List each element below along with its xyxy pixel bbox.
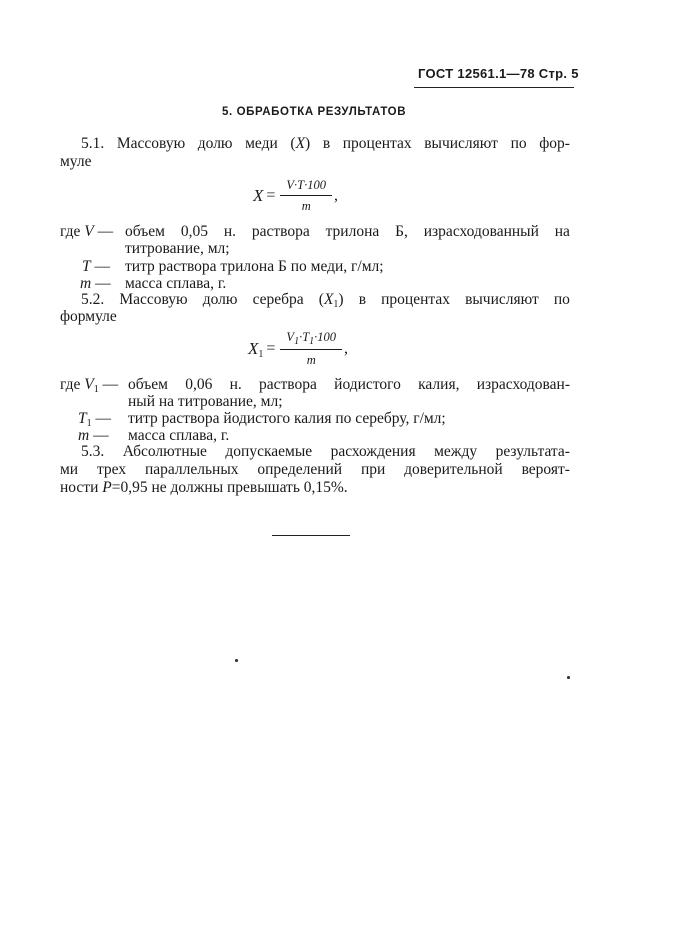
paragraph-5-3-line-2: ми трех параллельных определений при доверительной вероят- (60, 461, 570, 478)
formula-2-fraction (280, 330, 342, 368)
where-2-text-3: масса сплава, г. (128, 427, 230, 444)
paragraph-5-2-line-1: 5.2. Массовую долю серебра $(X_1)$ в процентах вычисляют по (81, 291, 570, 310)
formula-2-comma: , (344, 340, 349, 357)
where-1-text-2: титр раствора трилона Б по меди, г/мл; (125, 258, 384, 275)
paragraph-5-2-line-2: формуле (60, 308, 117, 325)
where-2-sym-2: $T_1$ — (78, 410, 111, 429)
where-2-text-0: объем 0,06 н. раствора йодистого калия, израсходован- (128, 376, 570, 393)
formula-2-denominator: m (306, 353, 316, 367)
formula-denominator: m (301, 199, 311, 213)
page-header: ГОСТ 12561.1—78 Стр. 5 (418, 66, 579, 81)
speck-2 (567, 676, 570, 679)
formula-copper (253, 178, 338, 214)
where-1-text-3: масса сплава, г. (125, 275, 227, 292)
where-2-text-2: титр раствора йодистого калия по серебру, г/мл; (128, 410, 446, 427)
formula-numerator: V·T·100 (280, 178, 332, 196)
where-2-text-1: ный на титрование, мл; (128, 393, 283, 410)
where-2-sym-3: m — (78, 427, 109, 444)
where-1-sym-2: T — (82, 258, 110, 275)
paragraph-5-1-line-2: муле (60, 153, 92, 170)
section-title: 5. ОБРАБОТКА РЕЗУЛЬТАТОВ (222, 106, 407, 118)
formula-2-numerator: $V_1\cdot T_1\cdot 100$ (280, 330, 342, 350)
speck-1 (235, 659, 238, 662)
header-rule (414, 87, 574, 88)
formula-comma: , (334, 187, 339, 204)
formula-lhs: X (253, 186, 264, 205)
formula-2-equals: = (266, 340, 276, 357)
where-2-sym-0: где $V_1$ — (60, 376, 119, 395)
paragraph-5-3-line-3: ности P=0,95 не должны превышать 0,15%. (60, 479, 348, 496)
paragraph-5-1-line-1: 5.1. Массовую долю меди (X) в процентах вычисляют по фор- (81, 135, 570, 152)
formula-2-lhs: $X_1$ (248, 338, 264, 360)
paragraph-5-3-line-1: 5.3. Абсолютные допускаемые расхождения между результата- (81, 443, 570, 460)
where-1-sym-3: m — (80, 275, 111, 292)
where-1-sym-0: где V — (60, 223, 114, 240)
end-rule (272, 535, 350, 536)
formula-silver (248, 330, 348, 368)
where-1-text-0: объем 0,05 н. раствора трилона Б, израсходованный на (125, 223, 570, 240)
formula-equals: = (266, 187, 276, 204)
formula-fraction (280, 178, 332, 214)
where-1-text-1: титрование, мл; (125, 240, 230, 257)
